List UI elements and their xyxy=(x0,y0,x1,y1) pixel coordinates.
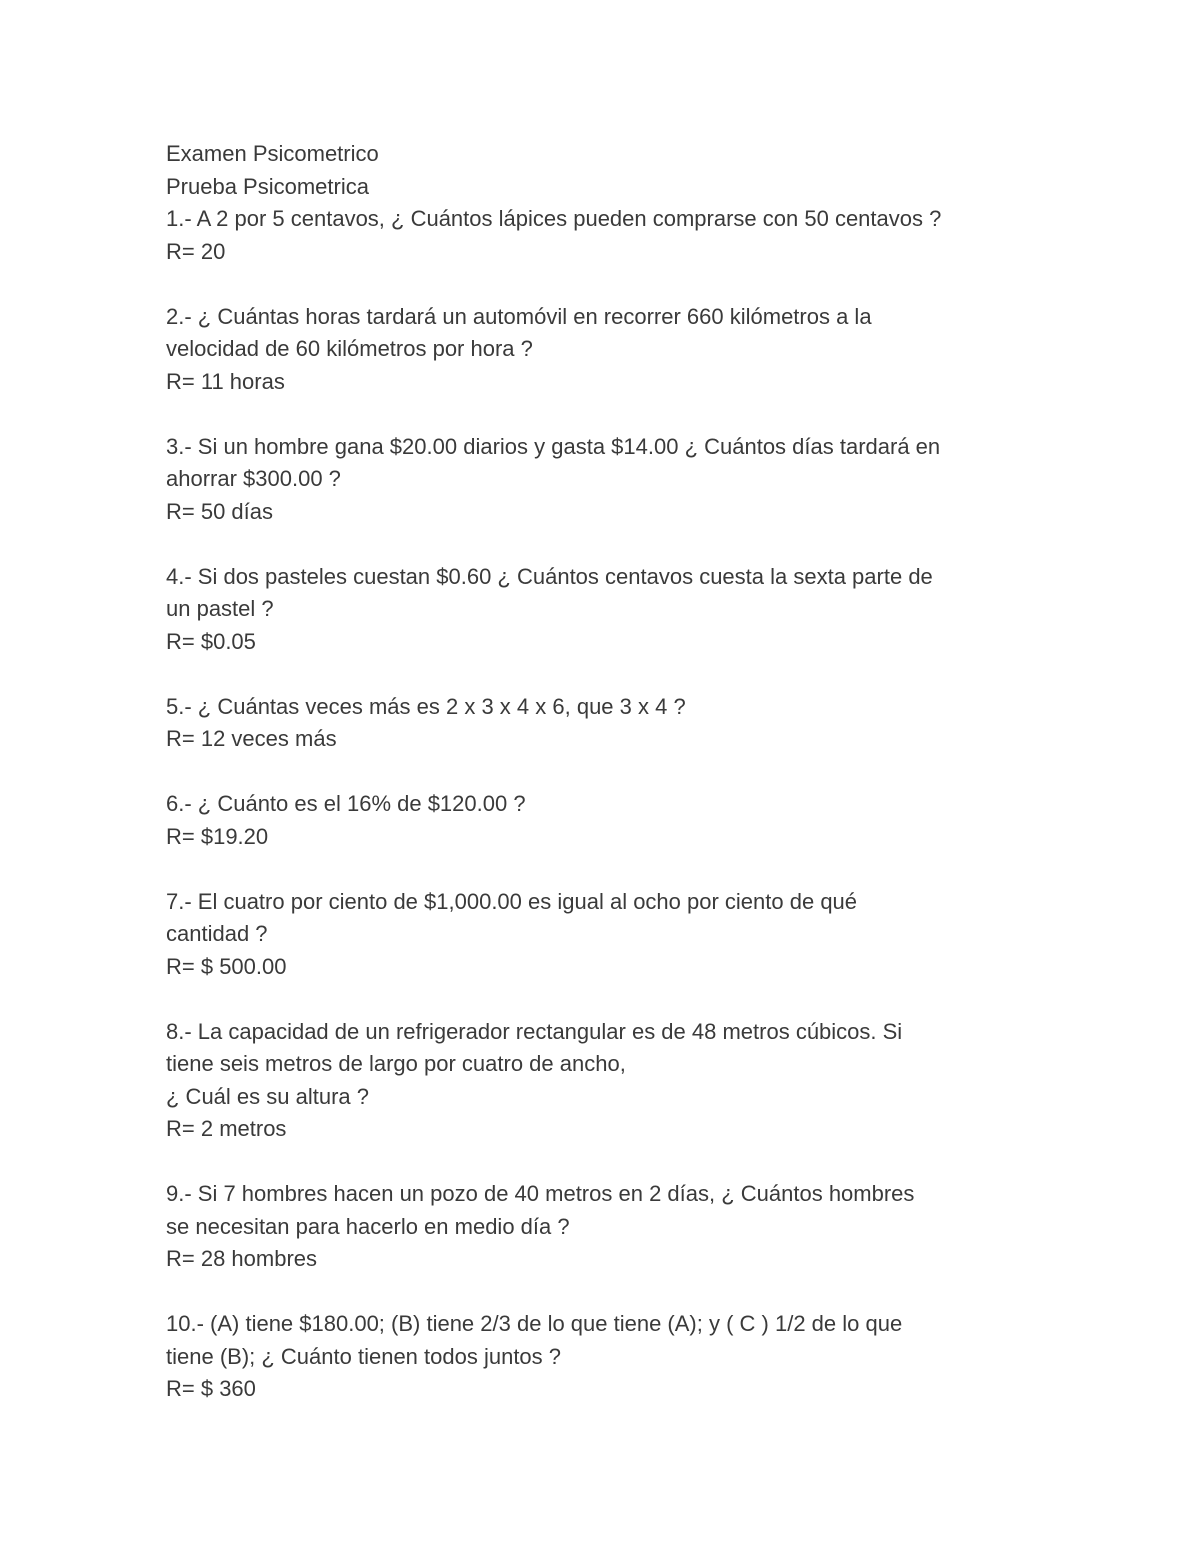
question-block xyxy=(166,1016,1046,1146)
question-block xyxy=(166,788,1046,853)
answer-text: R= $0.05 xyxy=(166,628,256,654)
question-text: se necesitan para hacerlo en medio día ? xyxy=(166,1213,570,1239)
answer-text: R= 28 hombres xyxy=(166,1246,318,1271)
question-text: ¿ Cuál es su altura ? xyxy=(166,1083,369,1109)
spacer xyxy=(166,398,1046,431)
question-text: 8.- La capacidad de un refrigerador rectangular es de 48 metros cúbicos. Si xyxy=(166,1018,903,1044)
spacer xyxy=(166,1276,1046,1309)
answer-text: R= 50 días xyxy=(166,498,274,524)
question-text: 1.- A 2 por 5 centavos, ¿ Cuántos lápices pueden comprarse con 50 centavos ? xyxy=(166,206,942,231)
question-text: 5.- ¿ Cuántas veces más es 2 x 3 x 4 x 6, que 3 x 4 ? xyxy=(166,693,686,719)
spacer xyxy=(166,1146,1046,1179)
spacer xyxy=(166,983,1046,1016)
document-title: Examen Psicometrico xyxy=(166,141,379,166)
spacer xyxy=(166,853,1046,886)
spacer xyxy=(166,658,1046,691)
answer-text: R= 20 xyxy=(166,238,226,264)
question-text: tiene seis metros de largo por cuatro de ancho, xyxy=(166,1051,626,1076)
answer-text: R= 11 horas xyxy=(166,368,285,394)
question-text: 4.- Si dos pasteles cuestan $0.60 ¿ Cuántos centavos cuesta la sexta parte de xyxy=(166,563,933,589)
question-text: ahorrar $300.00 ? xyxy=(166,466,341,491)
question-text: 10.- (A) tiene $180.00; (B) tiene 2/3 de lo que tiene (A); y ( C ) 1/2 de lo que xyxy=(166,1311,903,1336)
question-text: 3.- Si un hombre gana $20.00 diarios y gasta $14.00 ¿ Cuántos días tardará en xyxy=(166,433,941,459)
question-block xyxy=(166,1308,1046,1406)
question-block xyxy=(166,301,1046,399)
document-subtitle: Prueba Psicometrica xyxy=(166,173,369,199)
question-block xyxy=(166,203,1046,268)
answer-text: R= $ 500.00 xyxy=(166,953,287,979)
answer-text: R= $ 360 xyxy=(166,1376,256,1401)
question-text: cantidad ? xyxy=(166,921,268,946)
spacer xyxy=(166,268,1046,301)
question-text: 6.- ¿ Cuánto es el 16% de $120.00 ? xyxy=(166,791,526,816)
question-text: un pastel ? xyxy=(166,596,274,621)
question-text: velocidad de 60 kilómetros por hora ? xyxy=(166,336,533,361)
question-text: 7.- El cuatro por ciento de $1,000.00 es igual al ocho por ciento de qué xyxy=(166,888,858,914)
question-block xyxy=(166,431,1046,529)
question-text: 9.- Si 7 hombres hacen un pozo de 40 metros en 2 días, ¿ Cuántos hombres xyxy=(166,1181,915,1206)
question-block xyxy=(166,691,1046,756)
document-body xyxy=(166,138,1046,1406)
answer-text: R= 12 veces más xyxy=(166,726,337,751)
question-text: 2.- ¿ Cuántas horas tardará un automóvil en recorrer 660 kilómetros a la xyxy=(166,303,872,329)
question-block xyxy=(166,1178,1046,1276)
answer-text: R= $19.20 xyxy=(166,823,269,849)
spacer xyxy=(166,756,1046,789)
question-block xyxy=(166,886,1046,984)
question-text: tiene (B); ¿ Cuánto tienen todos juntos ? xyxy=(166,1343,562,1369)
answer-text: R= 2 metros xyxy=(166,1116,287,1141)
question-block xyxy=(166,561,1046,659)
spacer xyxy=(166,528,1046,561)
